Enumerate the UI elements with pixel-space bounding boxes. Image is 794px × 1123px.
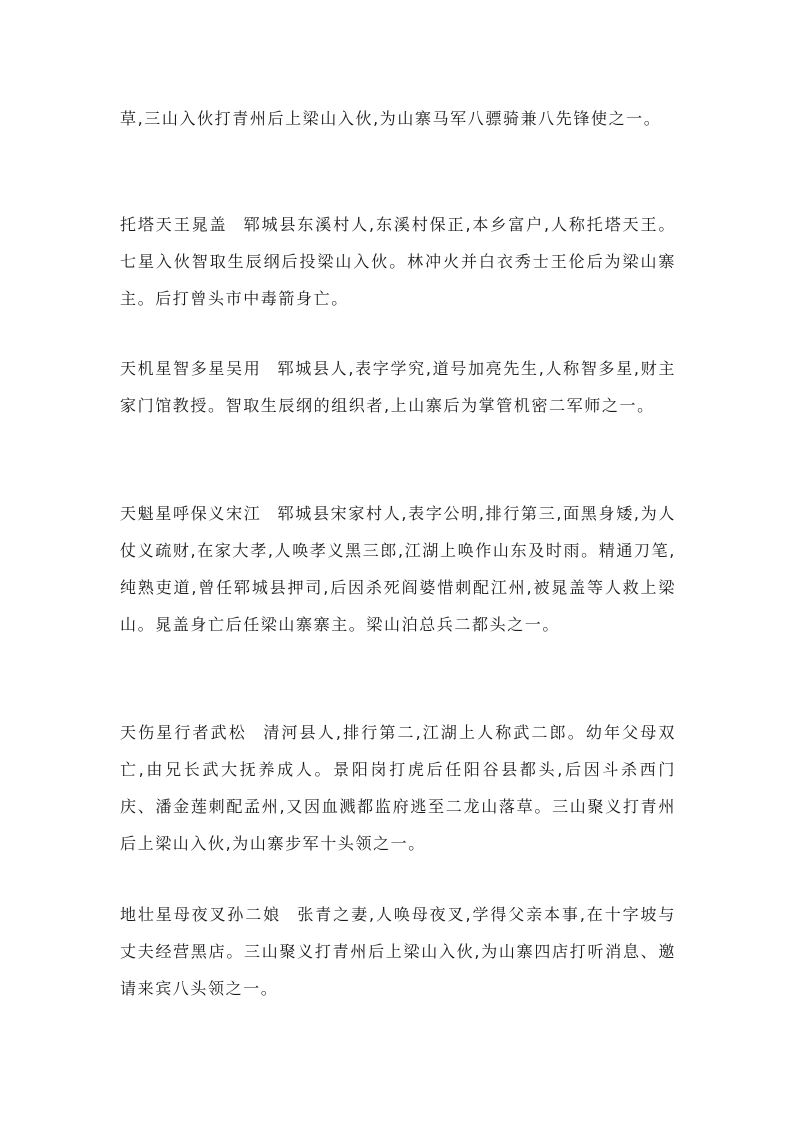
paragraph-chao-gai	[120, 206, 676, 317]
paragraph-text: 郓城县人,表字学究,道号加亮先生,人称智多星,财主家门馆教授。智取生辰纲的组织者,上山寨后为掌管机密二军师之一。	[120, 359, 676, 415]
character-name: 天魁星呼保义宋江	[120, 504, 262, 523]
paragraph-song-jiang	[120, 495, 676, 643]
character-name: 托塔天王晁盖	[120, 215, 228, 234]
paragraph-wu-song	[120, 714, 676, 862]
paragraph-sun-erniang	[120, 896, 676, 1007]
character-name: 天伤星行者武松	[120, 723, 247, 742]
character-name: 地壮星母夜叉孙二娘	[120, 905, 282, 924]
paragraph-text: 郓城县东溪村人,东溪村保正,本乡富户,人称托塔天王。七星入伙智取生辰纲后投梁山入伙。林冲火并白衣秀士王伦后为梁山寨主。后打曾头市中毒箭身亡。	[120, 215, 676, 308]
paragraph-text: 草,三山入伙打青州后上梁山入伙,为山寨马军八骠骑兼八先锋使之一。	[120, 109, 662, 128]
paragraph-text: 张青之妻,人唤母夜叉,学得父亲本事,在十字坡与丈夫经营黑店。三山聚义打青州后上梁山入伙,为山寨四店打听消息、邀请来宾八头领之一。	[120, 905, 677, 998]
paragraph-wu-yong	[120, 350, 676, 424]
paragraph-text: 清河县人,排行第二,江湖上人称武二郎。幼年父母双亡,由兄长武大抚养成人。景阳岗打虎后任阳谷县都头,后因斗杀西门庆、潘金莲刺配孟州,又因血溅都监府逃至二龙山落草。三山聚义打青州后上梁山入伙,为山寨步军十头领之一。	[120, 723, 677, 853]
paragraph-continuation	[120, 100, 676, 137]
paragraph-text: 郓城县宋家村人,表字公明,排行第三,面黑身矮,为人仗义疏财,在家大孝,人唤孝义黑三郎,江湖上唤作山东及时雨。精通刀笔,纯熟吏道,曾任郓城县押司,后因杀死阎婆惜刺配江州,被晁盖等人救上梁山。晁盖身亡后任梁山寨寨主。梁山泊总兵二都头之一。	[120, 504, 676, 634]
character-name: 天机星智多星吴用	[120, 359, 262, 378]
